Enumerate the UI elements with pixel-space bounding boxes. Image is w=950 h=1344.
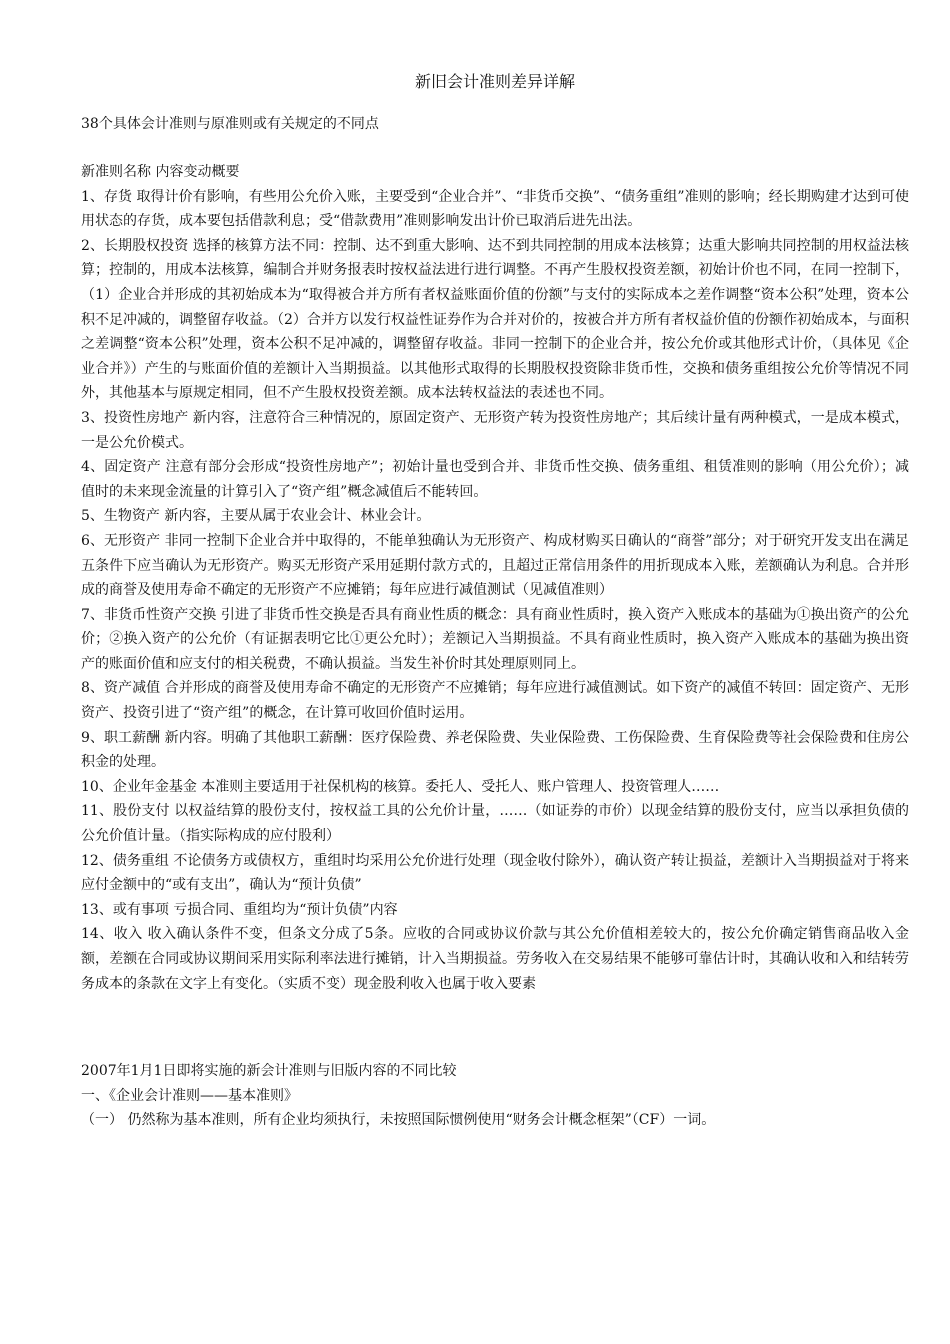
header-row: 新准则名称 内容变动概要 bbox=[81, 164, 240, 180]
list-item: 9、职工薪酬 新内容。明确了其他职工薪酬：医疗保险费、养老保险费、失业保险费、工伤保险费、生育保险费等社会保险费和住房公积金的处理。 bbox=[81, 729, 909, 771]
section-heading: 2007年1月1日即将实施的新会计准则与旧版内容的不同比较 bbox=[81, 1063, 457, 1080]
list-item: 14、收入 收入确认条件不变，但条文分成了5条。应收的合同或协议价款与其公允价值相差较大的，按公允价确定销售商品收入金额，差额在合同或协议期间采用实际利率法进行摊销，计入当期损益。劳务收入在交易结果不能够可靠估计时，其确认收和入和结转劳务成本的条款在文字上有变化。（实质不变）现金股利收入也属于收入要素 bbox=[81, 926, 909, 992]
list-item: 11、股份支付 以权益结算的股份支付，按权益工具的公允价计量，……（如证券的市价）以现金结算的股份支付，应当以承担负债的公允价值计量。（指实际构成的应付股利） bbox=[81, 803, 909, 845]
list-item: 10、企业年金基金 本准则主要适用于社保机构的核算。委托人、受托人、账户管理人、投资管理人…… bbox=[81, 778, 720, 795]
list-item: 1、存货 取得计价有影响，有些用公允价入账，主要受到“企业合并”、“非货币交换”、“债务重组”准则的影响；经长期购建才达到可使用状态的存货，成本要包括借款利息；受“借款费用”准则影响发出计价已取消后进先出法。 bbox=[81, 188, 909, 230]
list-item: 2、长期股权投资 选择的核算方法不同：控制、达不到重大影响、达不到共同控制的用成本法核算；达重大影响共同控制的用权益法核算；控制的，用成本法核算，编制合并财务报表时按权益法进行进行调整。不再产生股权投资差额，初始计价也不同，在同一控制下，（1）企业合并形成的其初始成本为“取得被合并方所有者权益账面价值的份额”与支付的实际成本之差作调整“资本公积”处理，资本公积不足冲减的，调整留存收益。（2）合并方以发行权益性证券作为合并对价的，按被合并方所有者权益价值的份额作初始成本，与面积之差调整“资本公积”处理，资本公积不足冲减的，调整留存收益。非同一控制下的企业合并，按公允价或其他形式计价，（具体见《企业合并》）产生的与账面价值的差额计入当期损益。以其他形式取得的长期股权投资除非货币性，交换和债务重组按公允价等情况不同外，其他基本与原规定相同，但不产生股权投资差额。成本法转权益法的表述也不同。 bbox=[81, 237, 909, 402]
section-spacer bbox=[81, 996, 909, 1059]
list-item: 8、资产减值 合并形成的商誉及使用寿命不确定的无形资产不应摊销；每年应进行减值测试。如下资产的减值不转回：固定资产、无形资产、投资引进了“资产组”的概念，在计算可收回价值时运用。 bbox=[81, 680, 909, 722]
document-subtitle: 38个具体会计准则与原准则或有关规定的不同点 bbox=[81, 116, 379, 132]
list-item: 4、固定资产 注意有部分会形成“投资性房地产”；初始计量也受到合并、非货币性交换、债务重组、租赁准则的影响（用公允价）；减值时的未来现金流量的计算引入了“资产组”概念减值后不能转回。 bbox=[81, 459, 909, 500]
list-item: 13、或有事项 亏损合同、重组均为“预计负债”内容 bbox=[81, 901, 398, 918]
document-page bbox=[81, 70, 909, 1133]
list-item: 5、生物资产 新内容，主要从属于农业会计、林业会计。 bbox=[81, 508, 431, 525]
section-subheading: 一、《企业会计准则——基本准则》 bbox=[81, 1087, 298, 1104]
list-item: 12、债务重组 不论债务方或债权方，重组时均采用公允价进行处理（现金收付除外），确认资产转让损益，差额计入当期损益对于将来应付金额中的“或有支出”，确认为“预计负债” bbox=[81, 852, 909, 894]
list-item: 7、非货币性资产交换 引进了非货币性交换是否具有商业性质的概念：具有商业性质时，换入资产入账成本的基础为①换出资产的公允价；②换入资产的公允价（有证据表明它比①更公允时）；差额记入当期损益。不具有商业性质时，换入资产入账成本的基础为换出资产的账面价值和应支付的相关税费，不确认损益。当发生补价时其处理原则同上。 bbox=[81, 606, 909, 672]
section-item: （一） 仍然称为基本准则，所有企业均须执行，未按照国际惯例使用“财务会计概念框架”（CF）一词。 bbox=[81, 1112, 716, 1129]
list-item: 3、投资性房地产 新内容，注意符合三种情况的，原固定资产、无形资产转为投资性房地产；其后续计量有两种模式，一是成本模式，一是公允价模式。 bbox=[81, 409, 909, 451]
list-item: 6、无形资产 非同一控制下企业合并中取得的，不能单独确认为无形资产、构成材购买日确认的“商誉”部分；对于研究开发支出在满足五条件下应当确认为无形资产。购买无形资产采用延期付款方式的，且超过正常信用条件的用折现成本入账，差额确认为利息。合并形成的商誉及使用寿命不确定的无形资产不应摊销；每年应进行减值测试（见减值准则） bbox=[81, 532, 909, 599]
document-title: 新旧会计准则差异详解 bbox=[414, 72, 575, 91]
